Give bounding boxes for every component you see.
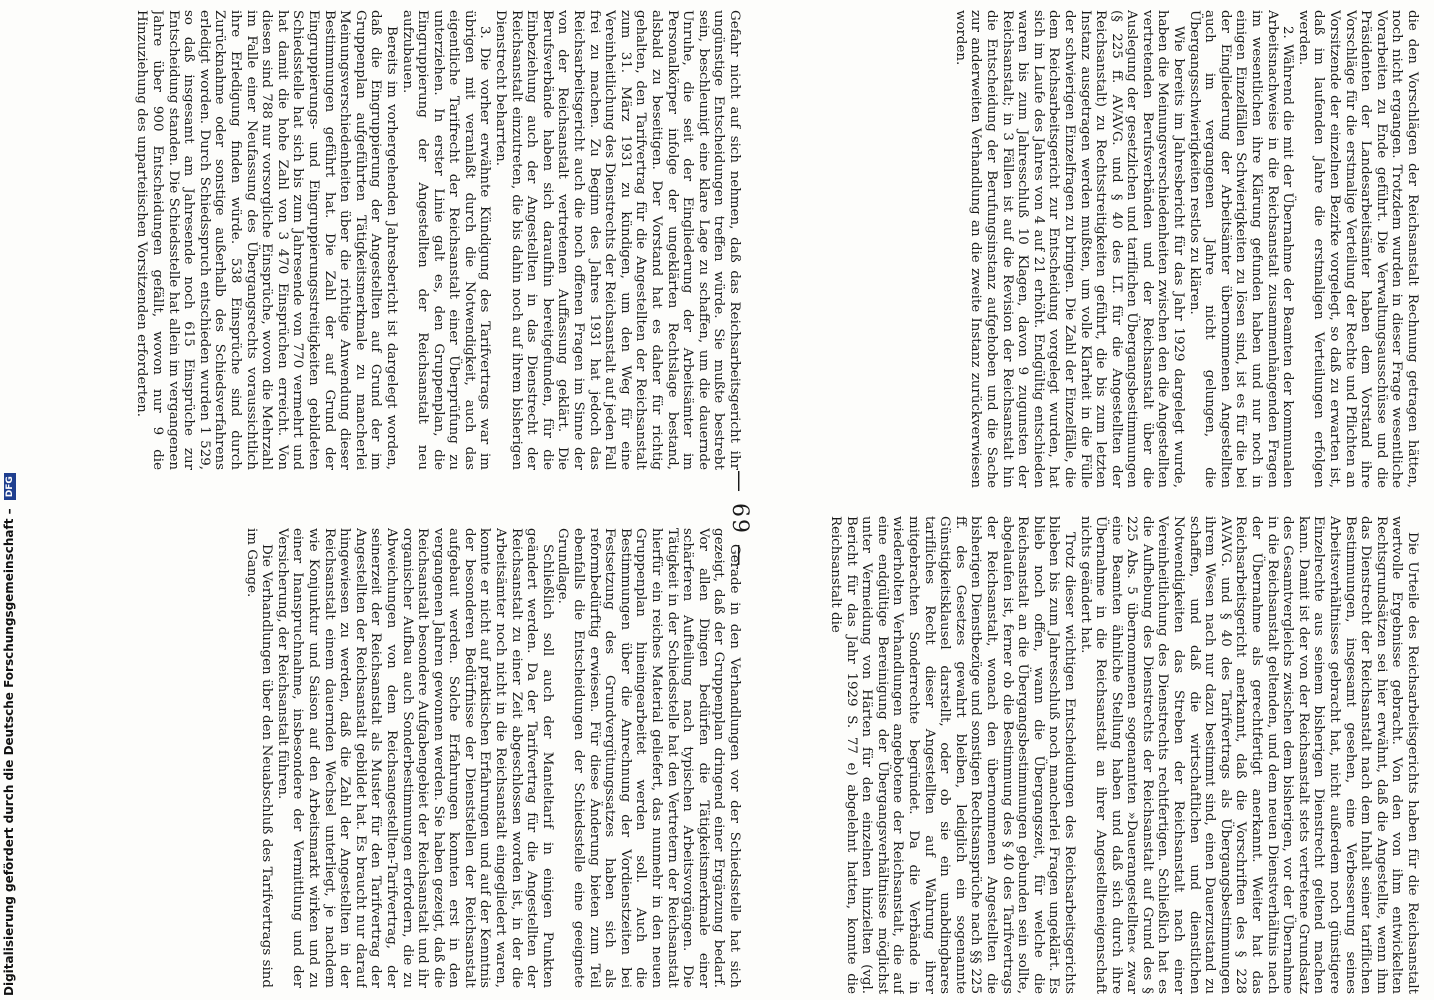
paragraph: Trotz dieser wichtigen Entscheidungen des Reichsarbeitsgerichts blieben bis zum Jahresschluß noch mancherlei Fragen ungeklärt. Es blieb noch offen, wann die Übergangszeit, für welche die Reichsanstalt an die Übergangsbestimmungen gebunden sein sollte, abgelaufen ist, ferner ob die Bestimmung des § 40 des Tarifvertrags der Reichsanstalt, wonach den übernommenen Angestellten die bisherigen Dienstbezüge und sonstigen Rechtsansprüche nach §§ 225 ff. des Gesetzes gewahrt bleiben, lediglich ein sogenannte Günstigkeitsklausel darstellt, oder ob sie ein unabdingbares tarifliches Recht dieser Angestellten auf Wahrung ihrer mitgebrachten Sonderrechte begründet. Da die Verbände in wiederholten Verhandlungen angebotene der Reichsanstalt, die auf eine endgültige Bereinigung der Übergangsverhältnisse möglichst unter Vermeidung von Härten für den einzelnen hinzielten (vgl. Bericht für das Jahr 1929 S. 77 e) abgelehnt hatten, konnte die Reichsanstalt die <box>828 516 1077 994</box>
paragraph: 3. Die vorher erwähnte Kündigung des Tarifvertrags war im übrigen mit veranlaßt durch die Notwendigkeit, auch das eigentliche Tarifrecht der Reichsanstalt einer Überprüfung zu unterziehen. In erster Linie galt es, den Gruppenplan, die Eingruppierung der Angestellten der Reichsanstalt neu aufzubauen. <box>399 10 493 470</box>
paragraph: Wie bereits im Jahresbericht für das Jahr 1929 dargelegt wurde, haben die Meinungsverschiedenheiten zwischen den die Angestellten vertretenden Berufsverbänden und der Reichsanstalt über die Auslegung der gesetzlichen und tariflichen Übergangsbestimmungen (§ 225 ff. AVAVG. und § 40 des LT. für die Angestellten der Reichsanstalt) zu Rechtsstreitigkeiten geführt, die bis zum letzten Instanz ausgetragen werden mußten, um volle Klarheit in die Fülle der schwierigen Einzelfragen zu bringen. Die Zahl der Einzelfälle, die dem Reichsarbeitsgericht zur Entscheidung vorgelegt wurden, hat sich im Laufe des Jahres von 4 auf 21 erhöht. Endgültig entschieden waren bis zum Jahresschluß 10 Klagen, davon 9 zugunsten der Reichsanstalt; in 3 Fällen ist auf die Revision der Reichsanstalt hin die Entscheidung der Berufungsinstanz aufgehoben und die Sache zur anderweiten Verhandlung an die zweite Instanz zurückverwiesen worden. <box>952 10 1187 488</box>
credit-text: Digitalisierung gefördert durch die Deutsche Forschungsgemeinschaft – <box>2 508 16 996</box>
paragraph: Schließlich soll auch der Manteltarif in einigen Punkten geändert werden. Da der Tarifvertrag für die Angestellten der Reichsanstalt zu einer Zeit abgeschlossen worden ist, in der die Arbeitsämter noch nicht in die Reichsanstalt eingegliedert waren, konnte er nicht auf praktischen Erfahrungen und auf der Kenntnis der besonderen Bedürfnisse der Dienststellen der Reichsanstalt aufgebaut werden. Solche Erfahrungen konnten erst in den vergangenen Jahren gewonnen werden. Sie haben gezeigt, daß die Reichsanstalt besondere Aufgabengebiet der Reichsanstalt und ihr organischer Aufbau auch Sonderbestimmungen erfordern, die zu Abweichungen von dem Reichsangestellten-Tarifvertrag, der seinerzeit der Reichsanstalt als Muster für den Tarifvertrag der Angestellten der Reichsanstalt gebildet hat. Es braucht nur darauf hingewiesen zu werden, daß die Zahl der Angestellten in der Reichsanstalt einem dauernden Wechsel unterliegt, je nachdem wie Konjunktur und Saison auf den Arbeitsmarkt wirken und zu einer Inanspruchnahme, insbesondere der Vermittlung und der Versicherung, der Reichsanstalt führen. <box>274 528 555 988</box>
paragraph: 2. Während die mit der Übernahme der Beamten der kommunalen Arbeitsnachweise in die Reichsanstalt zusammenhängenden Fragen im wesentlichen ihre Klärung gefunden haben und nur noch in einigen Einzelfällen Schwierigkeiten zu lösen sind, ist es für die bei der Eingliederung der Arbeitsämter übernommenen Angestellten auch im vergangenen Jahre nicht gelungen, die Übergangsschwierigkeiten restlos zu klären. <box>1186 10 1296 488</box>
paragraph: Bereits im vorhergehenden Jahresbericht ist dargelegt worden, daß die Eingruppierung der Angestellten auf Grund der im Gruppenplan aufgeführten Tätigkeitsmerkmale zu mancherlei Meinungsverschiedenheiten über die richtige Anwendung dieser Bestimmungen geführt hat. Die Zahl der auf Grund der Eingruppierungs- und Eingruppierungsstreitigkeiten gebildeten Schiedsstelle hat sich bis zum Jahresende von 770 vermehrt und hat damit die hohe Zahl von 3 470 Einsprüchen erreicht. Von diesen sind 788 nur vorsorgliche Einsprüche, wovon die Mehrzahl im Falle einer Neufassung des Übergangsrechts voraussichtlich ihre Erledigung finden würde. 538 Einsprüche sind durch Zurücknahme oder sonstige außerhalb des Schiedsverfahrens erledigt worden. Durch Schiedsspruch entschieden wurden 1 529, so daß insgesamt am Jahresende noch 615 Einsprüche zur Entscheidung standen. Die Schiedsstelle hat allein im vergangenen Jahre über 900 Entscheidungen gefällt, wovon nur 9 die Hinzuziehung des unparteiischen Vorsitzenden erforderten. <box>134 10 399 470</box>
text-column-2 <box>112 10 742 470</box>
paragraph: Gerade in den Verhandlungen vor der Schiedsstelle hat sich gezeigt, daß der Gruppenplan dringend einer Ergänzung bedarf. Vor allen Dingen bedürfen die Tätigkeitsmerkmale einer schärferen Aufteilung nach typischen Arbeitsvorgängen. Die Tätigkeit in der Schiedsstelle hat den Vertretern der Reichsanstalt hierfür ein reiches Material geliefert, das nunmehr in den neuen Gruppenplan hineingearbeitet werden soll. Auch die Bestimmungen über die Anrechnung der Vordienstzeiten bei Festsetzung des Grundvergütungssatzes haben sich als reformbedürftig erwiesen. Für diese Änderung bieten zum Teil ebenfalls die Entscheidungen der Schiedsstelle eine geeignete Grundlage. <box>555 528 742 988</box>
paragraph: Die Urteile des Reichsarbeitsgerichts haben für die Reichsanstalt wertvolle Ergebnisse gebracht. Von den von ihm entwickelten Rechtsgrundsätzen sei hier erwähnt, daß die Angestellte, wenn ihm das Dienstrecht der Reichsanstalt nach dem Inhalt seiner tariflichen Bestimmungen, insgesamt gesehen, eine Verbesserung seines Arbeitsverhältnisses gebracht hat, nicht außerdem noch günstigere Einzelrechte aus seinem bisherigen Dienstrecht geltend machen kann. Damit ist der von der Reichsanstalt stets vertretene Grundsatz des Gesamtvergleichs zwischen dem bisherigen, vor der Übernahme in die Reichsanstalt geltenden, und dem neuen Dienstverhältnis nach der Übernahme als gerechtfertigt anerkannt. Weiter hat das Reichsarbeitsgericht anerkannt, daß die Vorschriften des § 228 AVAVG. und § 40 des Tarifvertrags als Übergangsbestimmungen ihrem Wesen nach nur dazu bestimmt sind, einen Dauerzustand zu schaffen, und daß die wirtschaftlichen und dienstlichen Notwendigkeiten das Streben der Reichsanstalt nach einer Vereinheitlichung des Dienstrechts rechtfertigen. Schließlich hat es die Aufhebung des Dienstrechts der Reichsanstalt auf Grund des § 225 Abs. 5 übernommenen sogenannten »Dauerangestellten« zwar eine Beamten ähnliche Stellung haben und daß sich durch ihre Übernahme in die Reichsanstalt an ihrer Angestellteneigenschaft nichts geändert hat. <box>1077 516 1420 994</box>
paragraph: Gefahr nicht auf sich nehmen, daß das Reichsarbeitsgericht ihr ungünstige Entscheidungen treffen würde. Sie mußte bestrebt sein, beschleunigt eine klare Lage zu schaffen, um die dauernde Unruhe, die seit der Eingliederung der Arbeitsämter im Personalkörper infolge der ungeklärten Rechtslage bestand, alsbald zu beseitigen. Der Vorstand hat es daher für richtig gehalten, den Tarifvertrag für die Angestellten der Reichsanstalt zum 31. März 1931 zu kündigen, um den Weg für eine Vereinheitlichung des Dienstrechts der Reichsanstalt auf jeden Fall frei zu machen. Zu Beginn des Jahres 1931 hat jedoch das Reichsarbeitsgericht auch die noch offenen Fragen im Sinne der von der Reichsanstalt vertretenen Auffassung geklärt. Die Berufsverbände haben sich daraufhin bereitgefunden, für die Einbeziehung auch der Angestellten in das Dienstrecht der Reichsanstalt einzutreten, die bis dahin noch auf ihrem bisherigen Dienstrecht beharrten. <box>493 10 742 470</box>
paragraph: Die Verhandlungen über den Neuabschluß des Tarifvertrags sind im Gange. <box>243 528 275 988</box>
text-column-1 <box>780 10 1420 488</box>
page-number: — 69 — <box>727 470 752 568</box>
dfg-logo-icon: DFG <box>4 473 16 500</box>
text-column-1-continued <box>730 516 1420 994</box>
digitization-credit <box>2 473 16 996</box>
paragraph: die den Vorschlägen der Reichsanstalt Rechnung getragen hätten, noch nicht ergangen. Trotzdem wurden in dieser Frage wesentliche Vorarbeiten zu Ende geführt. Die Verwaltungsausschüsse und die Präsidenten der Landesarbeitsämter haben dem Vorstand ihre Vorschläge für die erstmalige Verteilung der Rechte und Pflichten an Vorsitzende der einzelnen Bezirke vorgelegt, so daß zu erwarten ist, daß im laufenden Jahre die erstmaligen Verteilungen erfolgen werden. <box>1295 10 1420 488</box>
text-column-2-continued <box>132 528 742 988</box>
